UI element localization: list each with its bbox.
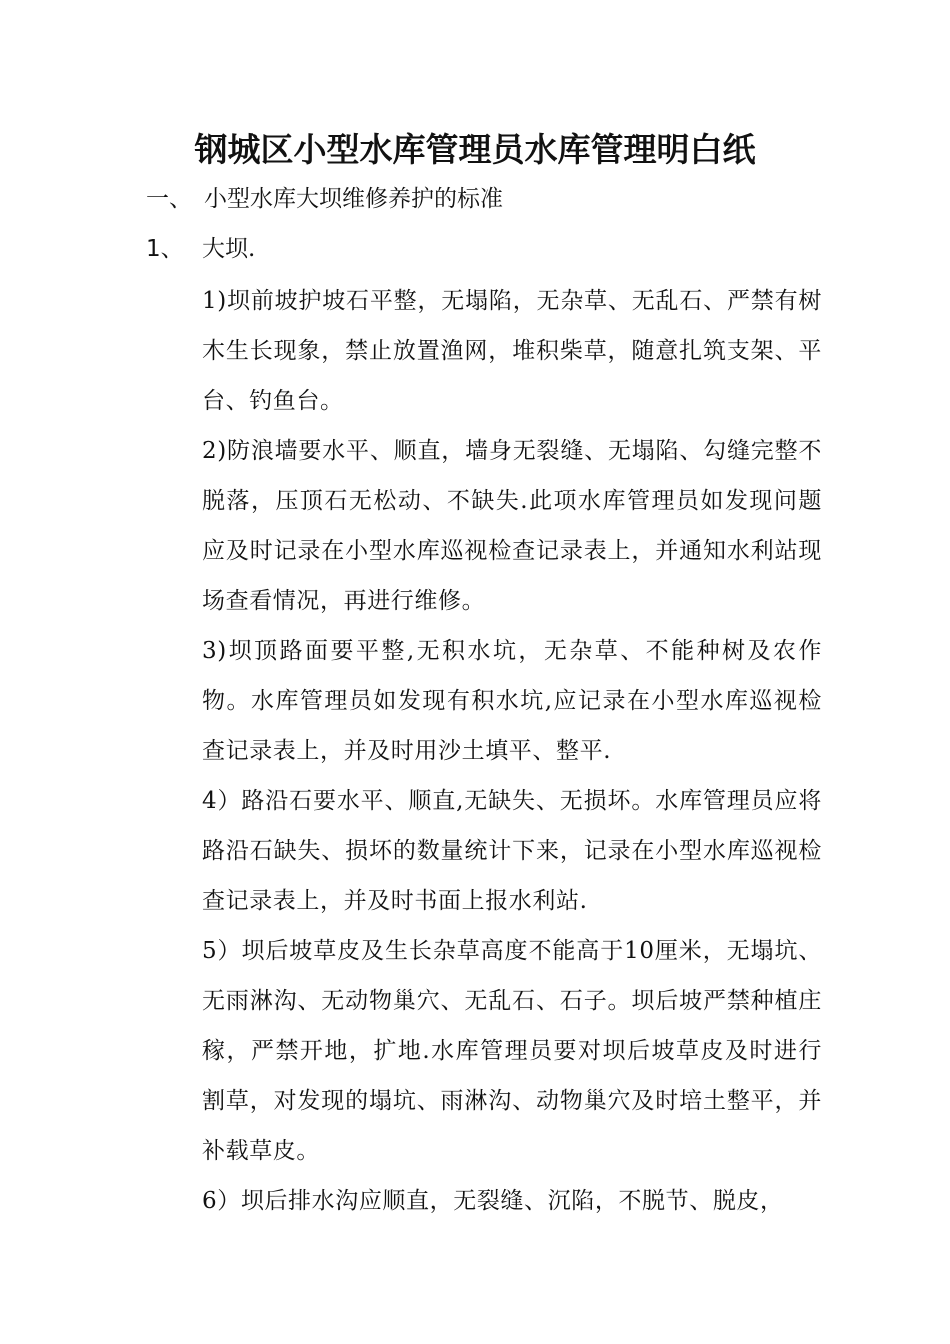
paragraph-5: 5）坝后坡草皮及生长杂草高度不能高于10厘米，无塌坑、无雨淋沟、无动物巢穴、无乱石、石子。坝后坡严禁种植庄稼，严禁开地，扩地.水库管理员要对坝后坡草皮及时进行割草，对发现的塌坑、雨淋沟、动物巢穴及时培土整平，并补载草皮。: [202, 938, 822, 1164]
paragraph-2: 2)防浪墙要水平、顺直，墙身无裂缝、无塌陷、勾缝完整不脱落，压顶石无松动、不缺失.此项水库管理员如发现问题应及时记录在小型水库巡视检查记录表上，并通知水利站现场查看情况，再进行维修。: [202, 438, 822, 614]
body-text: [202, 276, 822, 1226]
section-heading: [146, 176, 503, 222]
item-heading: [146, 226, 255, 272]
paragraph-3: 3)坝顶路面要平整,无积水坑，无杂草、不能种树及农作物。水库管理员如发现有积水坑,应记录在小型水库巡视检查记录表上，并及时用沙土填平、整平.: [202, 638, 822, 764]
paragraph-6: 6）坝后排水沟应顺直，无裂缝、沉陷，不脱节、脱皮，: [202, 1188, 784, 1214]
item-number: 1、: [146, 236, 184, 262]
paragraph-1: 1)坝前坡护坡石平整，无塌陷，无杂草、无乱石、严禁有树木生长现象，禁止放置渔网，堆积柴草，随意扎筑支架、平台、钓鱼台。: [202, 288, 822, 414]
paragraph-4: 4）路沿石要水平、顺直,无缺失、无损坏。水库管理员应将路沿石缺失、损坏的数量统计下来，记录在小型水库巡视检查记录表上，并及时书面上报水利站.: [202, 788, 822, 914]
section-heading-text: 小型水库大坝维修养护的标准: [204, 186, 503, 212]
document-title: 钢城区小型水库管理员水库管理明白纸: [194, 130, 756, 169]
section-number: 一、: [146, 186, 192, 212]
item-heading-text: 大坝.: [202, 236, 256, 262]
